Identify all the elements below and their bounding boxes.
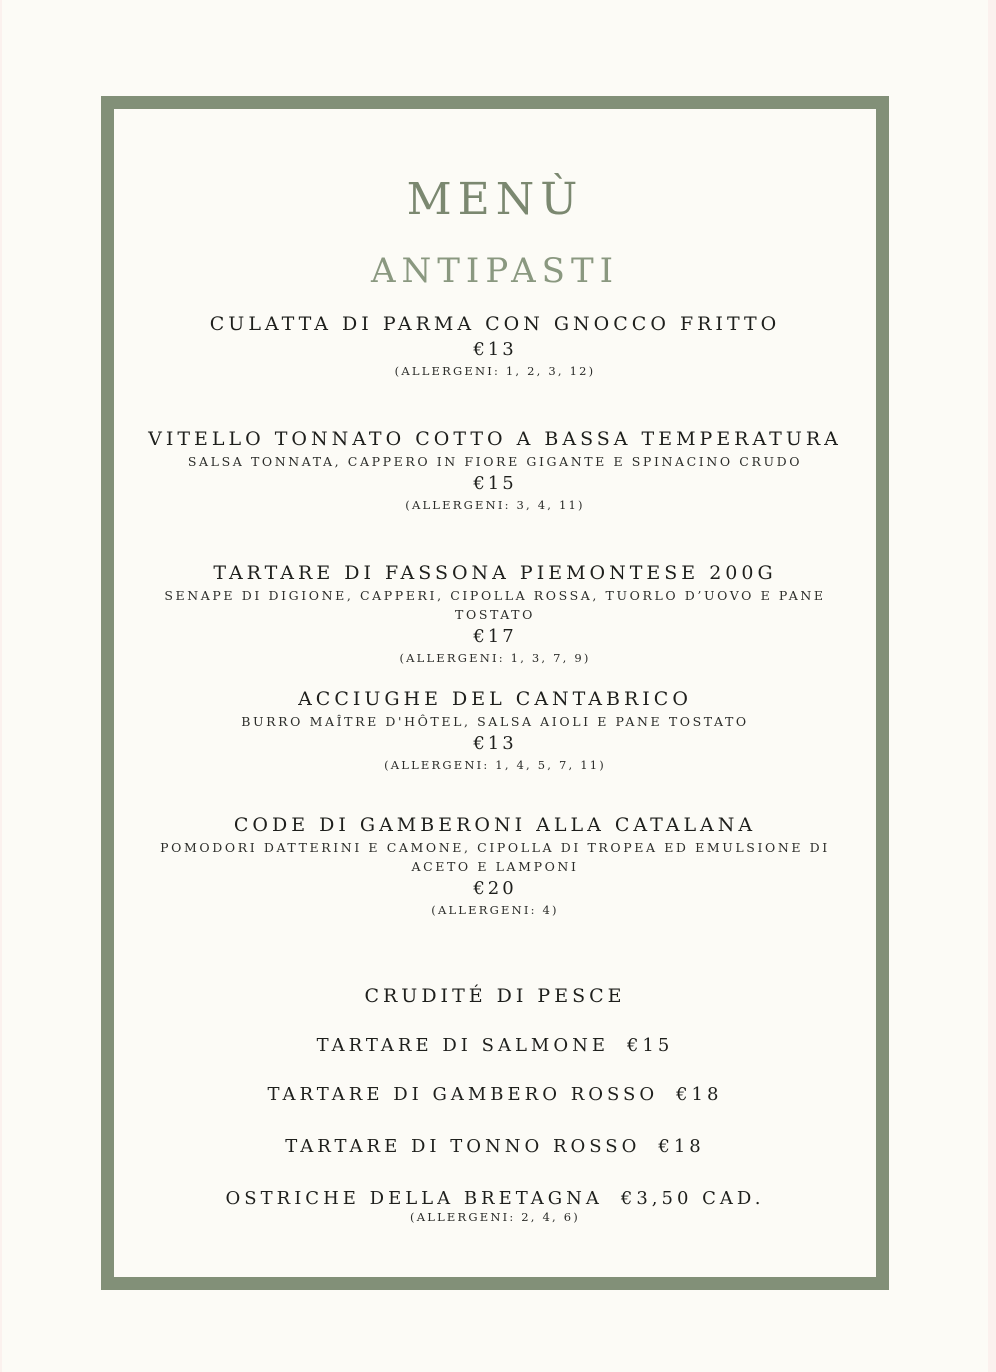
crudo-name: OSTRICHE DELLA BRETAGNA <box>225 1188 603 1209</box>
dish-price: €20 <box>473 878 517 899</box>
crudo-name: TARTARE DI SALMONE <box>316 1035 609 1056</box>
dish-name: CODE DI GAMBERONI ALLA CATALANA <box>233 814 757 836</box>
dish-name: VITELLO TONNATO COTTO A BASSA TEMPERATURA <box>148 428 842 450</box>
dish-description: SALSA TONNATA, CAPPERO IN FIORE GIGANTE E SPINACINO CRUDO <box>187 454 803 469</box>
dish-name: ACCIUGHE DEL CANTABRICO <box>298 688 692 710</box>
dish-price: €15 <box>473 473 517 494</box>
crudo-price: €3,50 CAD. <box>620 1188 765 1209</box>
dish-name: CULATTA DI PARMA CON GNOCCO FRITTO <box>209 313 781 335</box>
crudo-price: €15 <box>626 1035 674 1056</box>
crudo-name: TARTARE DI TONNO ROSSO <box>285 1136 641 1157</box>
menu-title: MENÙ <box>406 174 584 225</box>
crudo-item <box>114 1134 876 1160</box>
dish-item <box>114 560 876 666</box>
dish-allergens: (ALLERGENI: 1, 3, 7, 9) <box>399 651 591 665</box>
dish-price: €13 <box>473 733 517 754</box>
dish-item <box>114 686 876 773</box>
dish-description: BURRO MAÎTRE D'HÔTEL, SALSA AIOLI E PANE TOSTATO <box>241 714 749 729</box>
crudo-price: €18 <box>676 1084 723 1105</box>
dish-item <box>114 311 876 379</box>
dish-allergens: (ALLERGENI: 4) <box>431 903 559 917</box>
crudite-allergens: (ALLERGENI: 2, 4, 6) <box>410 1210 580 1224</box>
section-title-antipasti: ANTIPASTI <box>370 251 620 291</box>
dish-price: €13 <box>473 339 517 360</box>
crudo-item <box>114 1186 876 1225</box>
dish-item <box>114 812 876 918</box>
dish-allergens: (ALLERGENI: 1, 2, 3, 12) <box>394 364 596 378</box>
menu-frame <box>101 96 889 1290</box>
crudo-item <box>114 1033 876 1059</box>
dish-allergens: (ALLERGENI: 3, 4, 11) <box>405 498 585 512</box>
menu-page <box>2 0 988 1372</box>
crudo-item <box>114 1082 876 1108</box>
dish-item <box>114 426 876 513</box>
dish-description: SENAPE DI DIGIONE, CAPPERI, CIPOLLA ROSSA, TUORLO D’UOVO E PANE TOSTATO <box>164 588 826 622</box>
crudite-title: CRUDITÉ DI PESCE <box>364 985 626 1007</box>
dish-name: TARTARE DI FASSONA PIEMONTESE 200G <box>213 562 777 584</box>
crudo-price: €18 <box>658 1136 705 1157</box>
crudo-name: TARTARE DI GAMBERO ROSSO <box>267 1084 659 1105</box>
dish-price: €17 <box>473 626 517 647</box>
dish-allergens: (ALLERGENI: 1, 4, 5, 7, 11) <box>384 758 606 772</box>
dish-description: POMODORI DATTERINI E CAMONE, CIPOLLA DI TROPEA ED EMULSIONE DI ACETO E LAMPONI <box>160 840 830 874</box>
